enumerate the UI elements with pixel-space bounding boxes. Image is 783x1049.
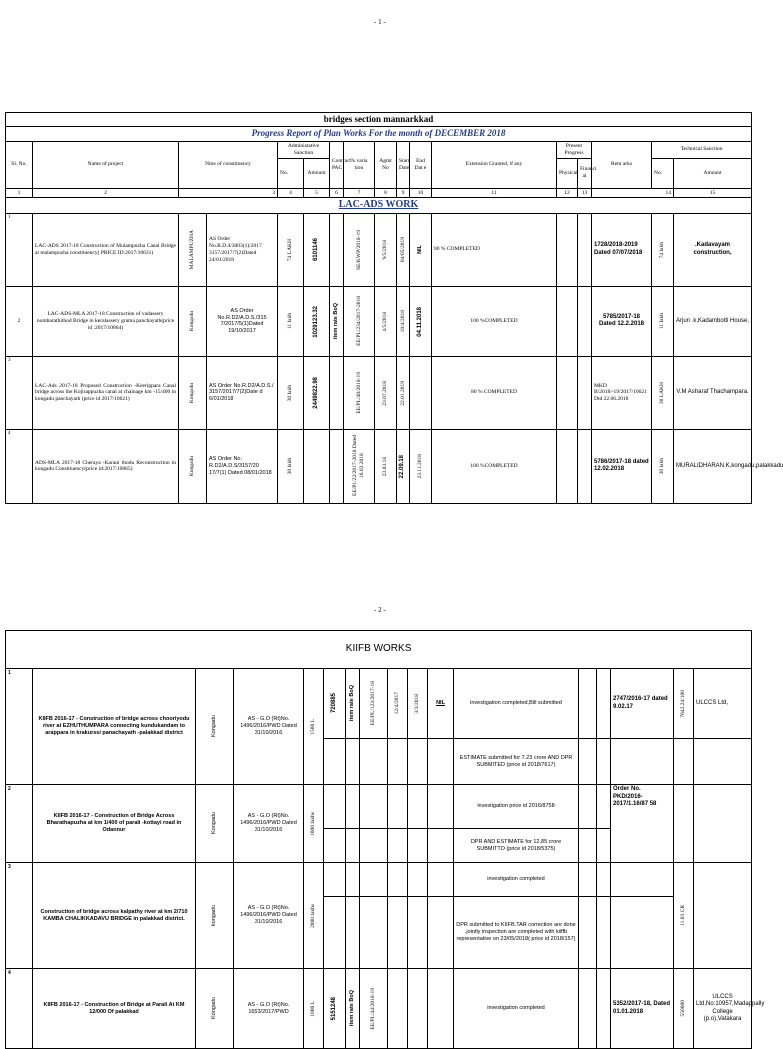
header-tech-amount: Amount	[674, 158, 752, 188]
row-as-no: AS - G.O (Rt)No. 1496/2016/PWD Dated 31/10/2016	[234, 785, 304, 863]
colnum: 14	[592, 188, 674, 198]
row-start: 23.07.2018	[382, 380, 389, 406]
header-sl: Sl. No.	[6, 141, 33, 188]
row-physical: 80 % COMPLETED	[432, 356, 557, 429]
row-as-amount: 1500 L	[310, 718, 317, 735]
header-constituency: Nme of constituency	[179, 141, 278, 188]
row-variation: item rate BoQ	[349, 990, 356, 1027]
header-variation: % varia tion	[344, 141, 375, 188]
row-constituency: Kongadu	[189, 382, 196, 403]
row-as-no: AS Order No.R.D2/A.D.S./315 7/2017/5(1)Dated 19/10/2017	[207, 286, 278, 356]
row-contractor: V.M Asharaf Thachampara.	[674, 356, 752, 429]
progress-report-table	[5, 112, 783, 504]
row-progress-detail: ESTIMATE submitted for 7.23 crore AND DPR SUBMITED (price id 2018/7617)	[454, 739, 579, 785]
section-title-kiifb: KIIFB WORKS	[6, 631, 752, 669]
row-ts-no: 5786/2017-18 dated 12.02.2018	[592, 429, 652, 503]
row-ts-amount: 11.03 CR	[680, 905, 687, 926]
row-contractor: MURALIDHARAN.K,kongadu,palakkadu	[674, 429, 752, 503]
row-as-no: AS - G.O (Rt)No. 1496/2016/PWD Dated 31/10/2016	[234, 863, 304, 969]
table-row	[6, 669, 752, 739]
row-constituency: Kongadu	[211, 715, 218, 738]
row-project-name: KIIFB 2016-17 - Construction of Bridge Across Bharathapuzha at km 1/400 of parali -kottayi road in Odannur	[33, 785, 196, 863]
table-row	[6, 785, 752, 829]
row-project-name: ADS-MLA 2017-18 Cheraya -Karani thodu Reconstruction in kongadu Constituency(price id:2017/10865)	[33, 429, 179, 503]
row-sl: 1	[6, 669, 33, 785]
row-constituency: kongadu	[211, 904, 218, 927]
row-progress-detail: DPR AND ESTIMATE for 12.85 crore SUBMITTO (price id 2018/5375)	[454, 829, 579, 863]
row-ts-no: 1728/2018-2019 Dated 07/07/2018	[592, 213, 652, 286]
row-extension: NIL	[417, 245, 424, 255]
row-physical: 100 %COMPLETED	[432, 286, 557, 356]
header-project: Name of project	[33, 141, 179, 188]
row-agmt: SE/KWP/2018-19	[355, 229, 362, 270]
colnum: 15	[674, 188, 752, 198]
row-end: 04/05/2019	[399, 237, 406, 263]
table-row	[6, 356, 752, 429]
header-present-progress: Present Progress	[557, 141, 592, 158]
colnum: 3	[179, 188, 278, 198]
table-row	[6, 969, 752, 1049]
row-ts-no: MKD B/2018/-19/2017/10621 Dtd 22.06.2018	[592, 356, 652, 429]
row-extension: 04.11.2018	[416, 306, 423, 337]
row-as-no: AS - G.O (Rt)No. 1496/2016/PWD Dated 31/10/2016	[234, 669, 304, 785]
row-project-name: LAC-ADS 2017-18 Construction of Mulampuzha Canal Bridge at malampuzha constituency( PRICE ID:2017/10631)	[33, 213, 179, 286]
row-sl: 2	[6, 785, 33, 863]
row-sl: 2	[6, 286, 33, 356]
row-contractor: ULCCS Ltd,	[694, 669, 752, 739]
colnum: 1	[6, 188, 33, 198]
header-admin-no: No.	[278, 158, 304, 188]
row-variation: item rate BoQ	[333, 303, 340, 340]
row-project-name: KIIFB 2016-17 - Construction of bridge across chooriyodu river at EZHUTHUMPARA connecting kundukandam to arappara in krakurssi panachayath -palakkad district	[33, 669, 196, 785]
header-end-date: End Dat e	[410, 141, 432, 188]
row-as-amount: 1000 L	[310, 1000, 317, 1017]
row-ts-no: 2747/2016-17 dated 9.02.17	[611, 669, 674, 739]
colnum: 11	[432, 188, 557, 198]
row-end: 22.01.2019	[399, 380, 406, 406]
colnum: 10	[410, 188, 432, 198]
row-as-no: AS Order No.R.D2/A.D.S./ 3157/2017/7(2)Date d 6/01/2018	[207, 356, 278, 429]
row-pac: 5151248	[330, 996, 337, 1021]
colnum: 7	[344, 188, 375, 198]
row-sl: 1	[6, 213, 33, 286]
row-progress-detail: DPR submitted to KIIFB.TAR correction are done .jointly inspection are completed with kiiffb representative on 23/05/2018( price id 2018/157)	[454, 897, 579, 969]
report-title: bridges section mannarkkad	[6, 113, 752, 127]
section-title-lac-ads: LAC-ADS WORK	[6, 198, 752, 214]
colnum: 9	[397, 188, 410, 198]
row-as-amount: 30 lakh	[287, 458, 294, 475]
row-project-name: LAC-Ads 2017-18 Proposed Construction -Keerippara Canal bridge across the Kojirappuzha canal at chainage km -15/400 in kongadu panchayath (price id 2017/10621)	[33, 356, 179, 429]
row-contractor: ULCCS Ltd,No:10957,Madappally College (p.o),Vatakara	[694, 969, 752, 1049]
row-pac: 720885	[330, 693, 337, 714]
row-constituency: MALAMPUZHA	[189, 230, 196, 270]
row-agmt: EE/P1/22/2017-2018 Dated 16.03.2018	[352, 435, 365, 497]
header-agmt-no: Agmt No	[375, 141, 397, 188]
colnum: 8	[375, 188, 397, 198]
row-agmt: EE/PL/44/2018-19	[370, 987, 377, 1030]
row-project-name: LAC-ADS-MLA 2017-18 Construction of vadassery nombarathithod Bridge in keralassery grama panchayath(price id :2017/10864)	[33, 286, 179, 356]
row-as-no: AS Order No.R.D.4/3003(1)/2017 3157/2017/7(2)Dated 24/01/2018	[207, 213, 278, 286]
row-pac: 2449822.98	[312, 377, 319, 409]
row-ts-amount: 7642.24/100	[680, 689, 687, 718]
row-constituency: Kongadu	[211, 812, 218, 835]
row-sl: 3	[6, 863, 33, 969]
row-progress: investigation price id 2016/8758	[454, 785, 579, 829]
report-subtitle: Progress Report of Plan Works For the month of DECEMBER 2018	[6, 127, 752, 141]
row-end: 3/3/2018	[414, 693, 421, 714]
header-financial: Financi al	[578, 158, 592, 188]
row-sl: 4	[6, 969, 33, 1049]
header-admin-amount: Amount	[304, 158, 330, 188]
row-constituency: Kongadu	[189, 456, 196, 477]
row-physical: 100 %COMPLETED	[432, 429, 557, 503]
row-constituency: Kongadu	[211, 997, 218, 1020]
row-ts-amount: 11 lakh	[659, 313, 666, 330]
row-sl: 4	[6, 429, 33, 503]
page-number-2: - 2 -	[374, 606, 386, 614]
row-constituency: Kongadu	[189, 311, 196, 332]
kiifb-works-table	[5, 630, 765, 1049]
row-physical: 80 % COMPLETED	[432, 213, 557, 286]
row-start: 23.03.18	[382, 456, 389, 476]
row-pac: 1029123.32	[312, 305, 319, 338]
colnum: 6	[330, 188, 344, 198]
row-ts-amount: 30 lakh	[659, 458, 666, 475]
row-start: 9/5/2018	[382, 240, 389, 260]
row-ts-amount: 30 LAKH	[659, 381, 666, 404]
row-end: 22.09.18	[399, 454, 406, 479]
row-as-amount: 2000 lakhs	[310, 903, 317, 928]
row-variation: item rate BoQ	[349, 685, 356, 722]
row-pac: 6101146	[312, 238, 319, 262]
row-as-amount: 1000 lakhs	[310, 811, 317, 836]
header-tech-sanction: Technical Sanction	[652, 141, 752, 158]
row-agmt: EE/PL/234/2017-2018	[355, 296, 362, 347]
row-sl: 3	[6, 356, 33, 429]
row-project-name: Construction of bridge across kalpathy river at km 2/710 KAMBA CHALIKKADAVU BRIDGE in palakkad district.	[33, 863, 196, 969]
row-ts-amount: 550000	[680, 1000, 687, 1017]
page-number: - 1 -	[374, 18, 386, 26]
row-extension: NIL	[436, 700, 445, 707]
row-start: 12/4/2017	[394, 692, 401, 715]
header-start-date: Start Date	[397, 141, 410, 188]
row-progress: investigation completed	[454, 969, 579, 1049]
row-ts-amount: 74 lakh	[659, 241, 666, 259]
colnum: 4	[278, 188, 304, 198]
row-agmt: EE/PL/40/2018-19	[355, 372, 362, 414]
colnum: 12	[557, 188, 578, 198]
colnum: 13	[578, 188, 592, 198]
header-physical: Physical	[557, 158, 578, 188]
colnum: 5	[304, 188, 330, 198]
header-extension: Extension Granted, if any	[432, 141, 557, 188]
row-ts-no: 5785/2017-18 Dated 12.2.2018	[592, 286, 652, 356]
row-ts-no: 5352/2017-18, Dated 01.01.2018	[611, 969, 674, 1049]
row-contractor: .Kadavayam construction,	[674, 213, 752, 286]
row-start: 4/5/2018	[382, 311, 389, 332]
row-contractor: Arjun .k,Kadambotti House,	[674, 286, 752, 356]
row-progress: investigation completed	[454, 863, 579, 897]
header-admin-sanction: Administative Sanction	[278, 141, 330, 158]
table-row	[6, 429, 752, 503]
row-end: 10/4/2018	[399, 310, 406, 333]
header-contract-pac: Contract PAC	[330, 141, 344, 188]
row-as-amount: 30 lakh	[287, 384, 294, 402]
row-project-name: KIIFB 2016-17 - Construction of Bridge at Parali At KM 12/000 Of palakkad	[33, 969, 196, 1049]
table-row	[6, 286, 752, 356]
row-as-amount: 11 lakh	[287, 313, 294, 330]
header-tech-no: No.	[652, 158, 674, 188]
header-remarks: Rem arks	[592, 141, 652, 188]
colnum: 2	[33, 188, 179, 198]
row-as-no: AS Order No. R.D2/A.D.S/3157/20 17/7(1) Dated 08/01/2018	[207, 429, 278, 503]
row-agmt: EE/PL/123/2017-18	[370, 681, 377, 726]
row-as-amount: 74 LAKH	[287, 238, 294, 261]
table-row	[6, 213, 752, 286]
row-ts-no: Order No. PKD/2016-2017/1.16/87 58	[611, 785, 674, 863]
row-as-no: AS - G.O (Rt)No. 1653/2017/PWD	[234, 969, 304, 1049]
row-extension: 23.11.2018	[417, 454, 424, 479]
row-progress: investigation completed,Bill submitted	[454, 669, 579, 739]
table-row	[6, 863, 752, 897]
